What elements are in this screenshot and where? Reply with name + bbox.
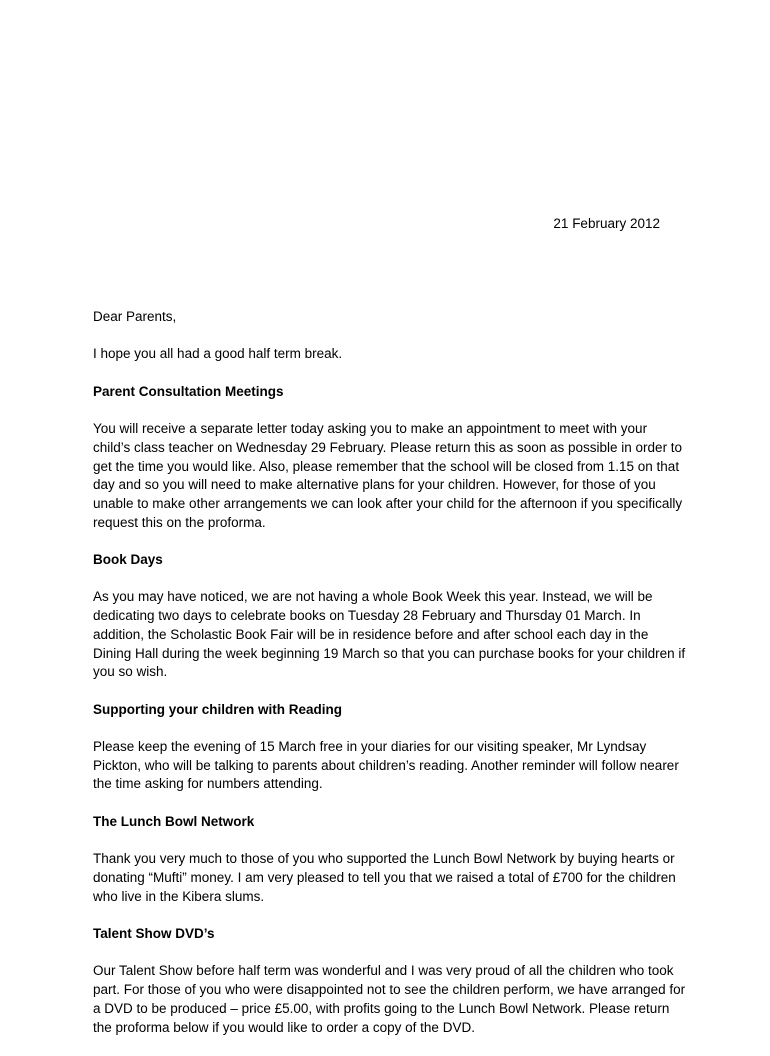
section-heading: Talent Show DVD’s xyxy=(93,926,215,942)
section-text: Our Talent Show before half term was wonderful and I was very proud of all the children who took part. For those of you who were disappointed not to see the children perform, we have arranged for a DVD to be produced – price £5.00, with profits going to the Lunch Bowl Network. Please return the proforma below if you would like to order a copy of the DVD. xyxy=(93,963,686,1035)
section-text: You will receive a separate letter today asking you to make an appointment to meet with your child’s class teacher on Wednesday 29 February. Please return this as soon as possible in order to get the time you would like. Also, please remember that the school will be closed from 1.15 on that day and so you will need to make alternative plans for your children. However, for those of you unable to make other arrangements we can look after your child for the afternoon if you specifically request this on the proforma. xyxy=(93,421,683,530)
salutation: Dear Parents, xyxy=(93,309,177,324)
section-text: Thank you very much to those of you who supported the Lunch Bowl Network by buying hearts or donating “Mufti” money. I am very pleased to tell you that we raised a total of £700 for the children who live in the Kibera slums. xyxy=(93,851,676,904)
letter-body xyxy=(93,308,688,1056)
section-reading-support xyxy=(93,701,688,795)
section-heading: Book Days xyxy=(93,552,163,568)
section-text: Please keep the evening of 15 March free in your diaries for our visiting speaker, Mr Lyndsay Pickton, who will be talking to parents about children’s reading. Another reminder will follow nearer the time asking for numbers attending. xyxy=(93,739,679,792)
section-heading: The Lunch Bowl Network xyxy=(93,813,255,829)
section-heading: Parent Consultation Meetings xyxy=(93,383,284,399)
letter-date: 21 February 2012 xyxy=(553,216,660,231)
section-heading: Supporting your children with Reading xyxy=(93,701,342,717)
section-text: As you may have noticed, we are not having a whole Book Week this year. Instead, we will be dedicating two days to celebrate books on Tuesday 28 February and Thursday 01 March. In addition, the Scholastic Book Fair will be in residence before and after school each day in the Dining Hall during the week beginning 19 March so that you can purchase books for your children if you so wish. xyxy=(93,589,686,680)
section-book-days xyxy=(93,551,688,682)
section-talent-show-dvds xyxy=(93,925,688,1037)
section-parent-consultation xyxy=(93,383,688,533)
section-lunch-bowl-network xyxy=(93,813,688,907)
intro-paragraph: I hope you all had a good half term break. xyxy=(93,346,343,362)
